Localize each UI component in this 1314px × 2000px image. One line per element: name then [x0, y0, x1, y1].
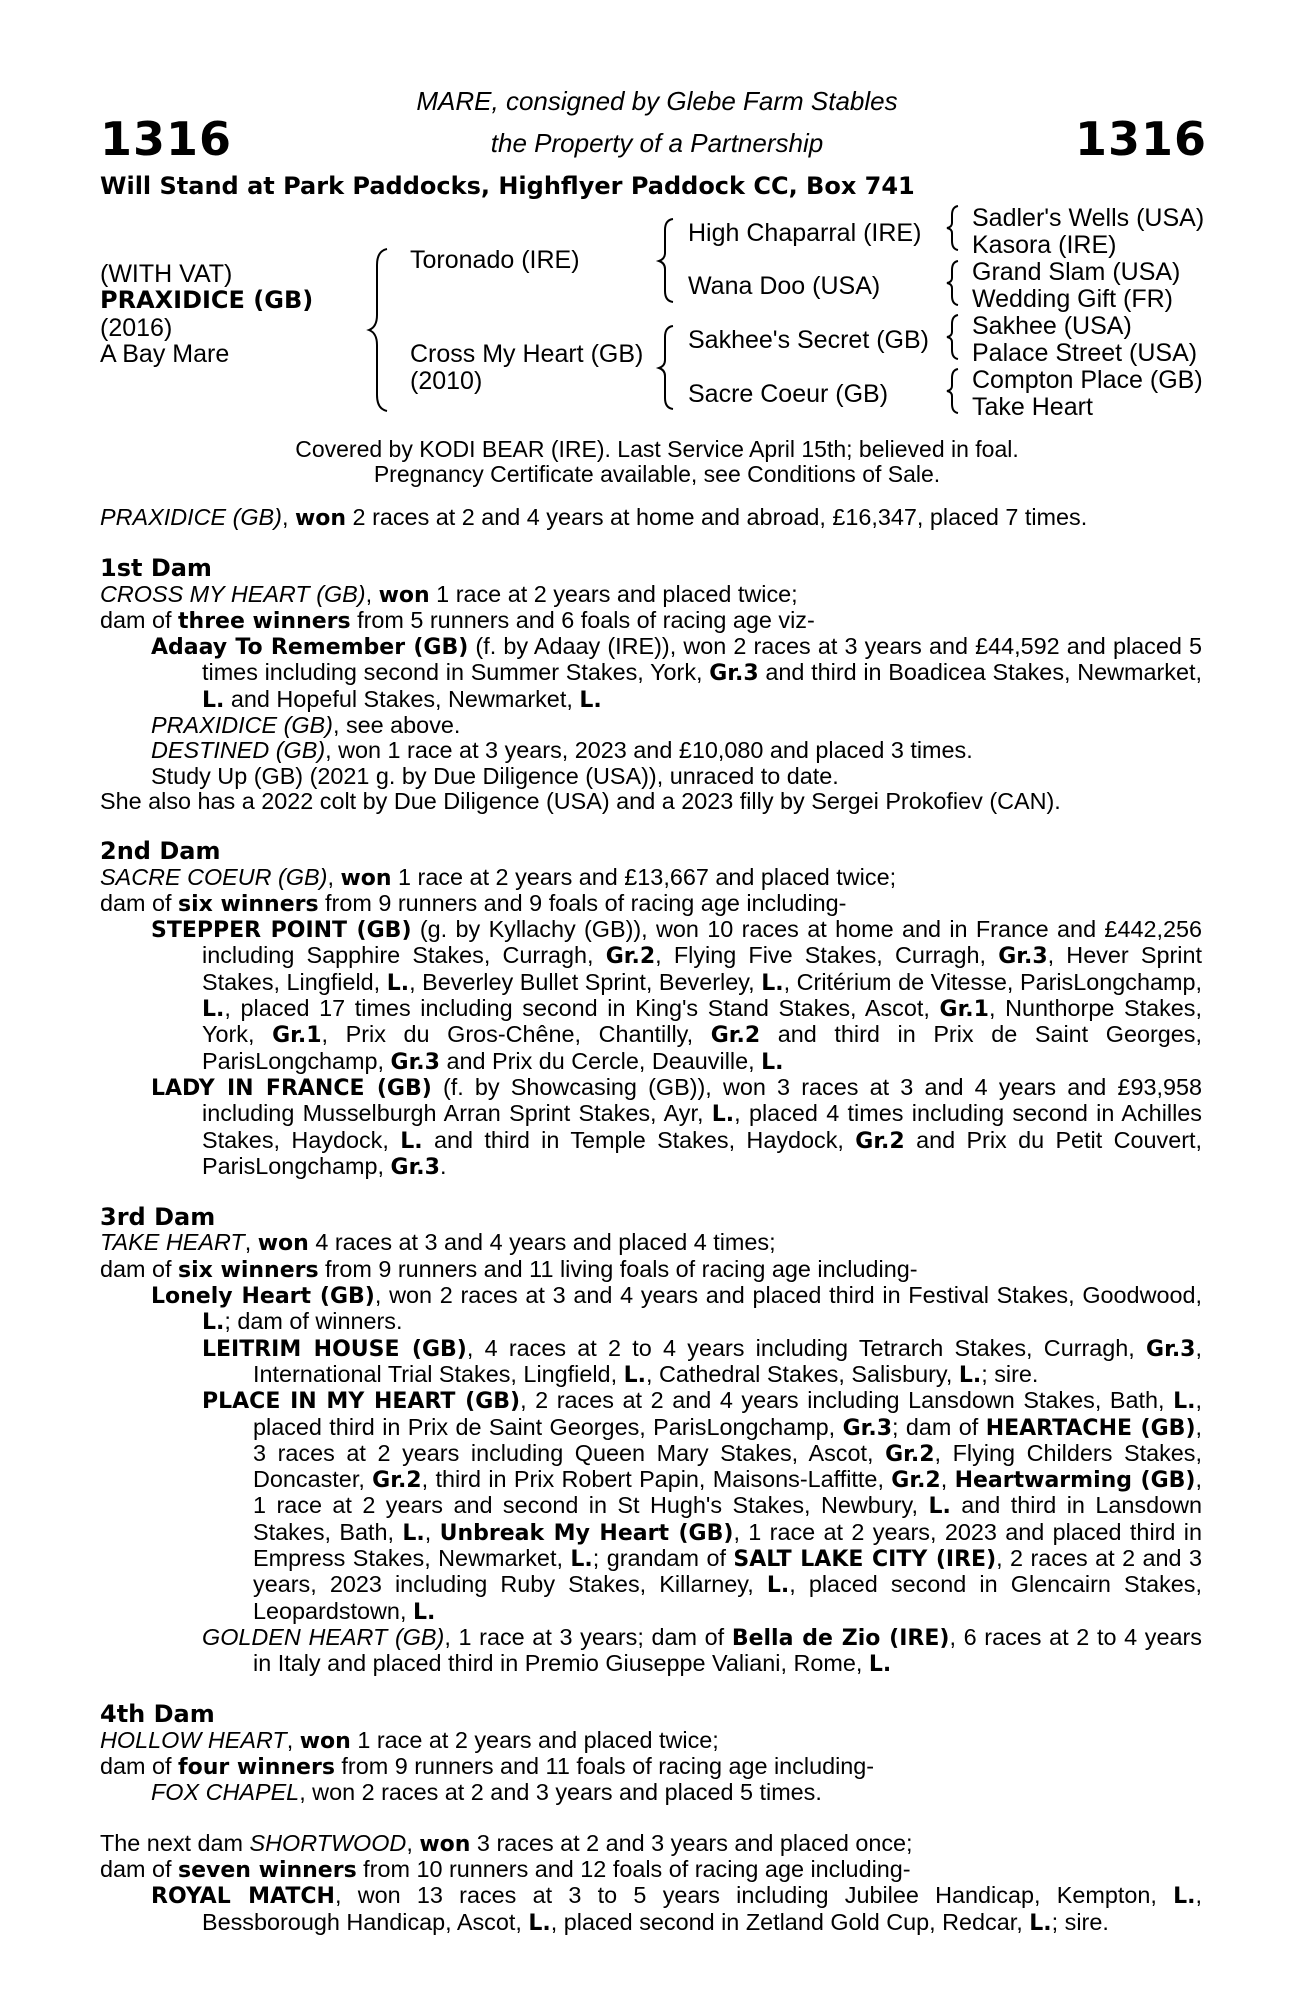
vat-note: (WITH VAT)	[100, 260, 233, 288]
pedigree-brace-main	[365, 245, 405, 415]
pedigree-gen3-3: Grand Slam (USA)	[972, 258, 1181, 286]
third-dam-produce: dam of six winners from 9 runners and 11 living foals of racing age including-	[100, 1255, 918, 1283]
produce-entry: Adaay To Remember (GB) (f. by Adaay (IRE)), won 2 races at 3 years and £44,592 and placed 5 times including second in Summer Stakes, York, Gr.3 and third in Boadicea Stakes, Newmarket, L. and Hopeful Stakes, Newmarket, L.	[151, 633, 1203, 713]
third-dam-heading: 3rd Dam	[100, 1203, 216, 1232]
pedigree-gen3-4: Wedding Gift (FR)	[972, 285, 1173, 313]
consignor-line: MARE, consigned by Glebe Farm Stables	[416, 86, 898, 116]
pedigree-dam-year: (2010)	[410, 367, 483, 395]
stand-location: Will Stand at Park Paddocks, Highflyer Paddock CC, Box 741	[100, 172, 915, 200]
next-dam-record: The next dam SHORTWOOD, won 3 races at 2 and 3 years and placed once;	[100, 1829, 913, 1857]
first-dam-heading: 1st Dam	[100, 554, 212, 583]
pedigree-brace-sire	[655, 215, 685, 305]
lot-number-left: 1316	[100, 112, 233, 166]
pedigree-gen3-7: Compton Place (GB)	[972, 366, 1203, 394]
second-dam-heading: 2nd Dam	[100, 837, 221, 866]
produce-entry: PLACE IN MY HEART (GB), 2 races at 2 and 4 years including Lansdown Stakes, Bath, L., placed third in Prix de Saint Georges, ParisLongchamp, Gr.3; dam of HEARTACHE (GB), 3 races at 2 years including Queen Mary Stakes, Ascot, Gr.2, Flying Childers Stakes, Doncaster, Gr.2, third in Prix Robert Papin, Maisons-Laffitte, Gr.2, Heartwarming (GB), 1 race at 2 years and second in St Hugh's Stakes, Newbury, L. and third in Lansdown Stakes, Bath, L., Unbreak My Heart (GB), 1 race at 2 years, 2023 and placed third in Empress Stakes, Newmarket, L.; grandam of SALT LAKE CITY (IRE), 2 races at 2 and 3 years, 2023 including Ruby Stakes, Killarney, L., placed second in Glencairn Stakes, Leopardstown, L.	[202, 1387, 1203, 1625]
pregnancy-note: Pregnancy Certificate available, see Conditions of Sale.	[373, 461, 941, 487]
pedigree-sire-dam: Wana Doo (USA)	[688, 272, 881, 300]
covering-note: Covered by KODI BEAR (IRE). Last Service April 15th; believed in foal.	[295, 436, 1019, 462]
produce-entry: LEITRIM HOUSE (GB), 4 races at 2 to 4 years including Tetrarch Stakes, Curragh, Gr.3, International Trial Stakes, Lingfield, L., Cathedral Stakes, Salisbury, L.; sire.	[202, 1334, 1202, 1388]
pedigree-gen3-5: Sakhee (USA)	[972, 312, 1132, 340]
produce-entry: Lonely Heart (GB), won 2 races at 3 and 4 years and placed third in Festival Stakes, Goodwood, L.; dam of winners.	[151, 1282, 1202, 1336]
pedigree-gen3-8: Take Heart	[972, 393, 1093, 421]
horse-description: A Bay Mare	[100, 340, 230, 368]
horse-year: (2016)	[100, 314, 173, 342]
fourth-dam-record: HOLLOW HEART, won 1 race at 2 years and placed twice;	[100, 1726, 719, 1754]
summary-line: PRAXIDICE (GB), won 2 races at 2 and 4 years at home and abroad, £16,347, placed 7 times.	[100, 504, 1088, 531]
pedigree-brace-g4	[942, 366, 966, 416]
pedigree-dam-dam: Sacre Coeur (GB)	[688, 380, 889, 408]
pedigree-gen3-2: Kasora (IRE)	[972, 231, 1117, 259]
produce-entry: LADY IN FRANCE (GB) (f. by Showcasing (GB)), won 3 races at 3 and 4 years and £93,958 including Musselburgh Arran Sprint Stakes, Ayr, L., placed 4 times including second in Achilles Stakes, Haydock, L. and third in Temple Stakes, Haydock, Gr.2 and Prix du Petit Couvert, ParisLongchamp, Gr.3.	[151, 1073, 1203, 1180]
next-dam-produce: dam of seven winners from 10 runners and 12 foals of racing age including-	[100, 1855, 911, 1883]
first-dam-record: CROSS MY HEART (GB), won 1 race at 2 years and placed twice;	[100, 580, 798, 608]
pedigree-sire: Toronado (IRE)	[410, 246, 580, 274]
produce-entry: PRAXIDICE (GB), see above.	[151, 712, 461, 739]
first-dam-also: She also has a 2022 colt by Due Diligence (USA) and a 2023 filly by Sergei Prokofiev (CAN).	[100, 787, 1061, 814]
produce-entry: Study Up (GB) (2021 g. by Due Diligence (USA)), unraced to date.	[151, 762, 839, 789]
produce-entry: ROYAL MATCH, won 13 races at 3 to 5 years including Jubilee Handicap, Kempton, L., Bessborough Handicap, Ascot, L., placed second in Zetland Gold Cup, Redcar, L.; sire.	[151, 1882, 1202, 1936]
pedigree-brace-g3	[942, 312, 966, 362]
pedigree-gen3-1: Sadler's Wells (USA)	[972, 204, 1205, 232]
pedigree-dam-sire: Sakhee's Secret (GB)	[688, 326, 929, 354]
pedigree-gen3-6: Palace Street (USA)	[972, 339, 1198, 367]
horse-name: PRAXIDICE (GB)	[100, 286, 314, 314]
produce-entry: FOX CHAPEL, won 2 races at 2 and 3 years and placed 5 times.	[151, 1779, 822, 1806]
fourth-dam-heading: 4th Dam	[100, 1700, 215, 1729]
lot-number-right: 1316	[1074, 112, 1207, 166]
pedigree-dam: Cross My Heart (GB)	[410, 340, 644, 368]
produce-entry: STEPPER POINT (GB) (g. by Kyllachy (GB)), won 10 races at home and in France and £442,256 including Sapphire Stakes, Curragh, Gr.2, Flying Five Stakes, Curragh, Gr.3, Hever Sprint Stakes, Lingfield, L., Beverley Bullet Sprint, Beverley, L., Critérium de Vitesse, ParisLongchamp, L., placed 17 times including second in King's Stand Stakes, Ascot, Gr.1, Nunthorpe Stakes, York, Gr.1, Prix du Gros-Chêne, Chantilly, Gr.2 and third in Prix de Saint Georges, ParisLongchamp, Gr.3 and Prix du Cercle, Deauville, L.	[151, 916, 1202, 1075]
pedigree-brace-dam	[655, 322, 685, 412]
produce-entry: DESTINED (GB), won 1 race at 3 years, 2023 and £10,080 and placed 3 times.	[151, 737, 973, 764]
catalogue-body	[100, 505, 1202, 1936]
second-dam-produce: dam of six winners from 9 runners and 9 foals of racing age including-	[100, 889, 847, 917]
third-dam-record: TAKE HEART, won 4 races at 3 and 4 years and placed 4 times;	[100, 1229, 776, 1257]
pedigree-sire-sire: High Chaparral (IRE)	[688, 219, 922, 247]
pedigree-brace-g2	[942, 258, 966, 308]
property-line: the Property of a Partnership	[490, 128, 824, 158]
second-dam-record: SACRE COEUR (GB), won 1 race at 2 years and £13,667 and placed twice;	[100, 863, 897, 891]
produce-entry: GOLDEN HEART (GB), 1 race at 3 years; dam of Bella de Zio (IRE), 6 races at 2 to 4 years in Italy and placed third in Premio Giuseppe Valiani, Rome, L.	[202, 1623, 1202, 1678]
first-dam-produce: dam of three winners from 5 runners and 6 foals of racing age viz-	[100, 606, 815, 634]
fourth-dam-produce: dam of four winners from 9 runners and 11 foals of racing age including-	[100, 1753, 875, 1781]
pedigree-brace-g1	[942, 203, 966, 253]
